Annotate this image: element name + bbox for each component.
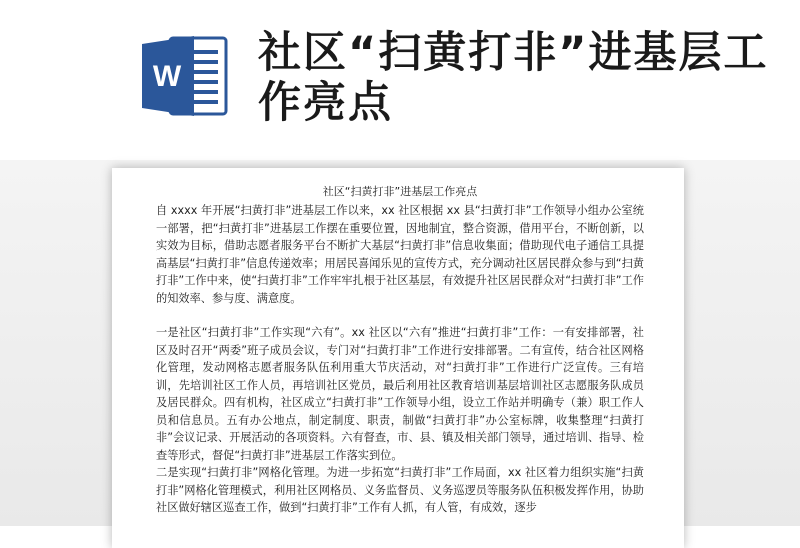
header-banner: [0, 0, 800, 160]
paragraph-one: 一是社区“扫黄打非”工作实现“六有”。xx 社区以“六有”推进“扫黄打非”工作：一有安排部署，社区及时召开“两委”班子成员会议，专门对“扫黄打非”工作进行安排部署。二有宣传，结合社区网格化管理，发动网格志愿者服务队伍利用重大节庆活动，对“扫黄打非”工作进行广泛宣传。三有培训，先培训社区工作人员，再培训社区党员，最后利用社区教育培训基层培训社区志愿服务队成员及居民群众。四有机构，社区成立“扫黄打非”工作领导小组，设立工作站并明确专（兼）职工作人员和信息员。五有办公地点，制定制度、职责，制做“扫黄打非”办公室标牌，收集整理“扫黄打非”会议记录、开展活动的各项资料。六有督查，市、县、镇及相关部门领导，通过培训、指导、检查等形式，督促“扫黄打非”进基层工作落实到位。: [156, 326, 644, 462]
paragraph-spacer: [156, 307, 644, 324]
document-title: 社区“扫黄打非”进基层工作亮点: [258, 28, 769, 128]
document-page: [112, 168, 684, 548]
paragraph-two: 二是实现“扫黄打非”网格化管理。为进一步拓宽“扫黄打非”工作局面，xx 社区着力组织实施“扫黄打非”网格化管理模式，利用社区网格员、义务监督员、义务巡逻员等服务队伍积极发挥作用，协助社区做好辖区巡查工作，做到“扫黄打非”工作有人抓，有人管，有成效，逐步: [156, 466, 644, 514]
svg-text:W: W: [152, 60, 182, 93]
page-heading: 社区“扫黄打非”进基层工作亮点: [322, 185, 478, 198]
paragraph-intro: 自 xxxx 年开展“扫黄打非”进基层工作以来，xx 社区根据 xx 县“扫黄打非”工作领导小组办公室统一部署，把“扫黄打非”进基层工作摆在重要位置，因地制宜，整合资源，借用平台，不断创新，以实效为目标，借助志愿者服务平台不断扩大基层“扫黄打非”信息收集面；借助现代电子通信工具提高基层“扫黄打非”信息传递效率；用居民喜闻乐见的宣传方式，充分调动社区居民群众参与到“扫黄打非”工作中来，使“扫黄打非”工作牢牢扎根于社区基层，有效提升社区居民群众对“扫黄打非”工作的知效率、参与度、满意度。: [156, 204, 644, 305]
page-content: [156, 184, 644, 517]
word-doc-icon: [140, 34, 228, 118]
